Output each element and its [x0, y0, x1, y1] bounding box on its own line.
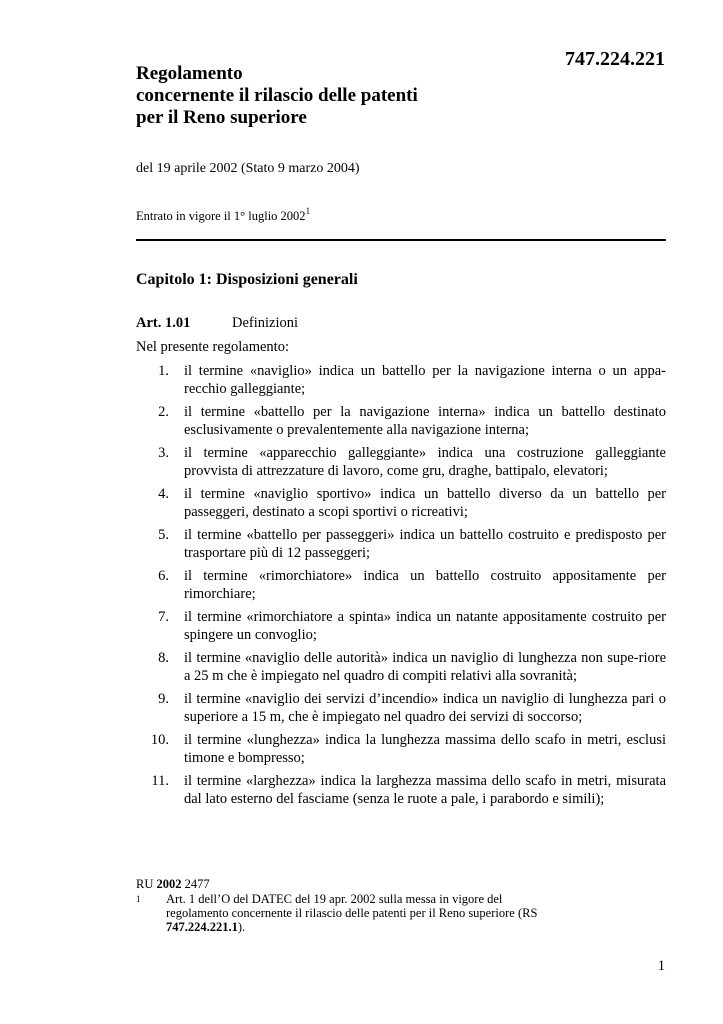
footnote-end: ).: [237, 920, 246, 934]
footnote-rs-number: 747.224.221.1: [166, 920, 238, 934]
definition-item: [136, 567, 666, 603]
footnote-body: Art. 1 dell’O del DATEC del 19 apr. 2002 sulla messa in vigore del regolamento concernente il rilascio delle patenti per il Reno superiore (RS: [166, 892, 538, 920]
definition-item: [136, 526, 666, 562]
definition-item: [136, 772, 666, 808]
item-number: 8.: [158, 650, 169, 666]
item-number: 11.: [151, 773, 169, 789]
item-number: 3.: [158, 445, 169, 461]
chapter-title: Capitolo 1: Disposizioni generali: [136, 271, 358, 288]
definition-item: [136, 362, 666, 398]
title-line: concernente il rilascio delle patenti: [136, 85, 418, 106]
definitions-list: [136, 362, 666, 813]
definition-item: [136, 731, 666, 767]
definition-item: [136, 444, 666, 480]
article-title: Definizioni: [232, 315, 299, 331]
item-number: 2.: [158, 404, 169, 420]
definition-item: [136, 690, 666, 726]
ru-page: 2477: [181, 877, 210, 891]
item-text: il termine «larghezza» indica la larghezza massima dello scafo in metri, misurata dal lato esterno del fasciame (senza le ruote a pale, i parabordo e simili);: [184, 773, 666, 807]
item-text: il termine «lunghezza» indica la lunghezza massima dello scafo in metri, esclusi timone e bompresso;: [184, 732, 666, 766]
item-text: il termine «rimorchiatore» indica un battello costruito appositamente per rimorchiare;: [184, 568, 666, 602]
ru-reference: [136, 877, 210, 892]
item-text: il termine «naviglio sportivo» indica un battello diverso da un battello per passeggeri, destinato a scopi sportivi o ricreativi;: [184, 486, 666, 520]
item-text: il termine «battello per passeggeri» indica un battello costruito e predisposto per trasportare più di 12 passeggeri;: [184, 527, 666, 561]
ru-year: 2002: [156, 877, 182, 891]
item-text: il termine «naviglio dei servizi d’incendio» indica un naviglio di lunghezza pari o superiore a 15 m, che è impiegato nel quadro dei servizi di soccorso;: [184, 691, 666, 725]
entry-text: Entrato in vigore il 1° luglio 2002: [136, 209, 306, 223]
item-text: il termine «naviglio delle autorità» indica un naviglio di lunghezza non supe-riore a 25 m che è impiegato nel quadro di compiti relativi alla sovranità;: [184, 650, 666, 684]
item-number: 6.: [158, 568, 169, 584]
item-number: 1.: [158, 363, 169, 379]
item-text: il termine «naviglio» indica un battello per la navigazione interna o un appa-recchio galleggiante;: [184, 363, 666, 397]
footnote: [136, 892, 556, 934]
definition-item: [136, 649, 666, 685]
footnote-number: 1: [136, 894, 141, 904]
item-number: 5.: [158, 527, 169, 543]
item-number: 4.: [158, 486, 169, 502]
document-date: del 19 aprile 2002 (Stato 9 marzo 2004): [136, 161, 360, 176]
item-text: il termine «rimorchiatore a spinta» indica un natante appositamente costruito per spingere un convoglio;: [184, 609, 666, 643]
article-number: Art. 1.01: [136, 315, 191, 331]
footnote-text: [136, 892, 556, 934]
item-text: il termine «battello per la navigazione interna» indica un battello destinato esclusivamente o prevalentemente alla navigazione interna;: [184, 404, 666, 438]
item-number: 10.: [150, 732, 169, 748]
ru-prefix: RU: [136, 877, 157, 891]
document-title: [136, 63, 418, 129]
sr-number: 747.224.221: [565, 48, 665, 70]
article-heading: [136, 315, 298, 332]
page-number: 1: [657, 958, 665, 974]
item-text: il termine «apparecchio galleggiante» indica una costruzione galleggiante provvista di attrezzature di lavoro, come gru, draghe, battipalo, elevatori;: [184, 445, 666, 479]
definition-item: [136, 608, 666, 644]
definition-item: [136, 485, 666, 521]
definition-item: [136, 403, 666, 439]
header-divider: [136, 239, 666, 241]
item-number: 9.: [158, 691, 169, 707]
footnote-ref: 1: [305, 206, 311, 216]
entry-into-force: [136, 206, 310, 224]
title-line: per il Reno superiore: [136, 107, 307, 128]
article-intro: Nel presente regolamento:: [136, 339, 289, 355]
item-number: 7.: [158, 609, 169, 625]
title-line: Regolamento: [136, 63, 243, 84]
